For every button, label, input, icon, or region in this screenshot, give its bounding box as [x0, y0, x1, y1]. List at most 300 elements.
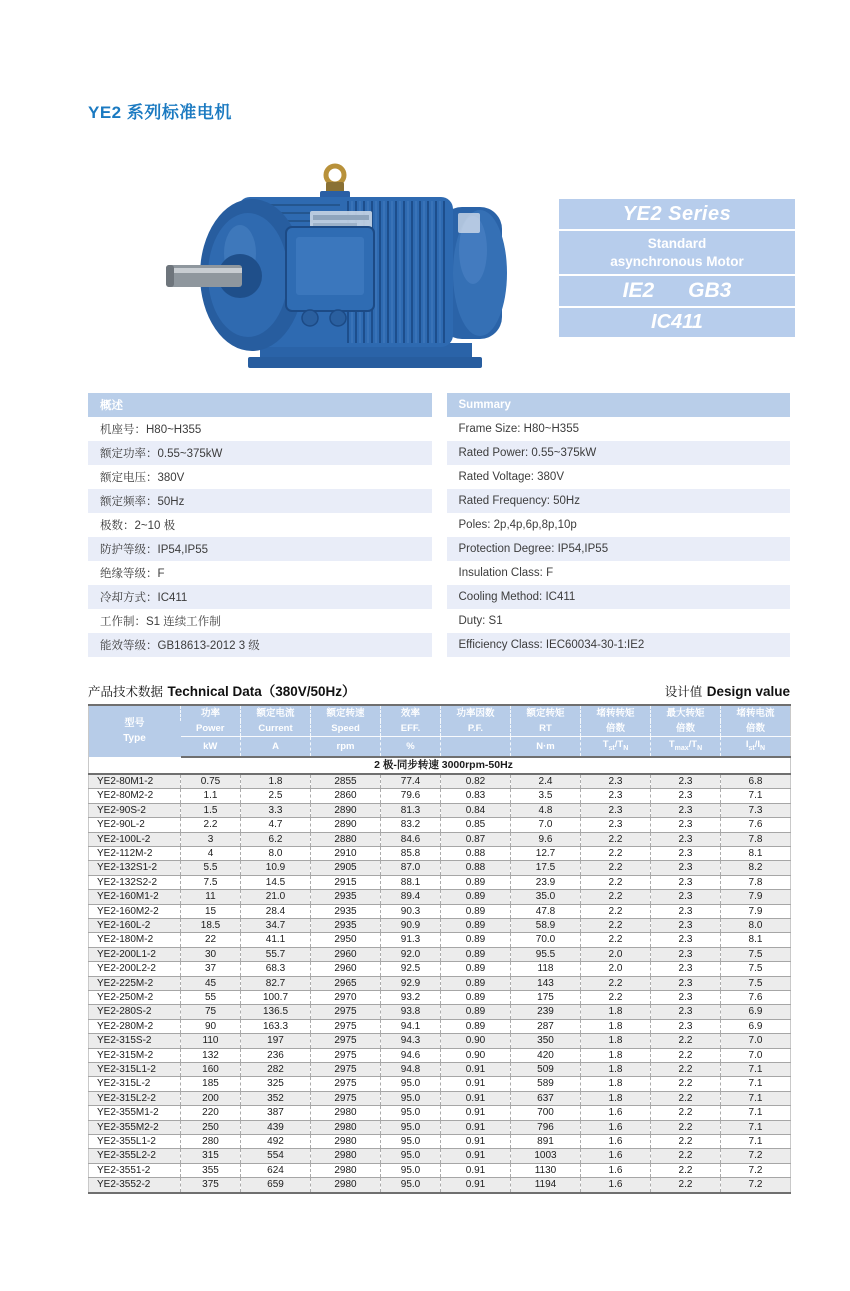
- tech-cell: 1.8: [581, 1048, 651, 1062]
- tech-col-header-cn: 功率: [181, 705, 241, 721]
- tech-cell: 637: [511, 1091, 581, 1105]
- tech-cell: 7.5: [721, 947, 791, 961]
- summary-header-row: [88, 393, 790, 417]
- summary-cell-en: Protection Degree: IP54,IP55: [447, 537, 791, 561]
- tech-cell: 0.89: [441, 918, 511, 932]
- tech-row: [89, 1048, 791, 1062]
- tech-group-label: 2 极-同步转速 3000rpm-50Hz: [89, 757, 791, 774]
- tech-cell-type: YE2-200L2-2: [89, 962, 181, 976]
- tech-cell: 0.88: [441, 846, 511, 860]
- tech-cell: 7.6: [721, 990, 791, 1004]
- tech-cell: 2.2: [181, 818, 241, 832]
- tech-cell: 2.2: [651, 1149, 721, 1163]
- tech-cell: 2905: [311, 861, 381, 875]
- tech-cell: 891: [511, 1135, 581, 1149]
- tech-col-header-en: Speed: [311, 721, 381, 737]
- efficiency-standard-badge: [559, 276, 795, 306]
- tech-cell: 90.3: [381, 904, 441, 918]
- tech-cell: 2.2: [651, 1178, 721, 1193]
- tech-table-body: [89, 757, 791, 1193]
- tech-cell: 175: [511, 990, 581, 1004]
- tech-cell: 136.5: [241, 1005, 311, 1019]
- tech-cell: 2.3: [651, 918, 721, 932]
- tech-cell-type: YE2-250M-2: [89, 990, 181, 1004]
- tech-cell: 0.89: [441, 976, 511, 990]
- tech-cell: 2.3: [651, 904, 721, 918]
- tech-col-header-unit: $T_{st}/T_N$: [581, 737, 651, 757]
- tech-cell: 2880: [311, 832, 381, 846]
- tech-row: [89, 1106, 791, 1120]
- tech-cell-type: YE2-132S1-2: [89, 861, 181, 875]
- tech-cell-type: YE2-315L1-2: [89, 1063, 181, 1077]
- tech-cell: 143: [511, 976, 581, 990]
- tech-cell: 0.89: [441, 933, 511, 947]
- design-value-en: Design value: [706, 684, 790, 699]
- tech-cell: 100.7: [241, 990, 311, 1004]
- tech-row: [89, 904, 791, 918]
- summary-cell-cn: 防护等级：IP54,IP55: [88, 537, 432, 561]
- motor-illustration: [140, 155, 560, 380]
- tech-header-row-cn: [89, 705, 791, 721]
- tech-cell: 2.2: [581, 846, 651, 860]
- tech-cell: 2.3: [651, 1005, 721, 1019]
- tech-cell: 0.91: [441, 1135, 511, 1149]
- tech-cell: 118: [511, 962, 581, 976]
- summary-cell-en: Rated Frequency: 50Hz: [447, 489, 791, 513]
- tech-row: [89, 1178, 791, 1193]
- tech-cell: 77.4: [381, 774, 441, 789]
- tech-cell: 35.0: [511, 890, 581, 904]
- tech-cell: 2980: [311, 1106, 381, 1120]
- tech-cell: 34.7: [241, 918, 311, 932]
- design-value-cn: 设计值: [664, 685, 703, 699]
- tech-cell: 8.1: [721, 846, 791, 860]
- tech-cell: 18.5: [181, 918, 241, 932]
- tech-col-header-unit: A: [241, 737, 311, 757]
- tech-cell: 2.3: [651, 976, 721, 990]
- tech-cell: 94.8: [381, 1063, 441, 1077]
- tech-cell: 2.3: [651, 1019, 721, 1033]
- tech-col-header-unit: $I_{st}/I_N$: [721, 737, 791, 757]
- tech-row: [89, 990, 791, 1004]
- subtitle-line1: Standard: [647, 235, 707, 251]
- tech-cell: 1.8: [241, 774, 311, 789]
- tech-cell: 589: [511, 1077, 581, 1091]
- tech-row: [89, 1163, 791, 1177]
- tech-cell-type: YE2-132S2-2: [89, 875, 181, 889]
- tech-cell: 0.89: [441, 1019, 511, 1033]
- tech-cell-type: YE2-180M-2: [89, 933, 181, 947]
- tech-cell: 87.0: [381, 861, 441, 875]
- tech-cell: 2.3: [651, 933, 721, 947]
- tech-cell: 8.0: [241, 846, 311, 860]
- tech-col-header-type: [89, 705, 181, 757]
- tech-cell: 0.89: [441, 947, 511, 961]
- series-name-badge: YE2 Series: [559, 199, 795, 229]
- tech-row: [89, 774, 791, 789]
- tech-col-header-unit: rpm: [311, 737, 381, 757]
- tech-cell: 7.2: [721, 1178, 791, 1193]
- summary-cell-en: Rated Power: 0.55~375kW: [447, 441, 791, 465]
- tech-cell: 7.0: [721, 1034, 791, 1048]
- tech-cell: 2975: [311, 1091, 381, 1105]
- tech-cell: 0.91: [441, 1106, 511, 1120]
- tech-cell: 95.0: [381, 1077, 441, 1091]
- tech-cell: 8.0: [721, 918, 791, 932]
- tech-cell: 7.2: [721, 1163, 791, 1177]
- tech-cell: 94.3: [381, 1034, 441, 1048]
- tech-row: [89, 1149, 791, 1163]
- tech-cell: 554: [241, 1149, 311, 1163]
- tech-row: [89, 1120, 791, 1134]
- tech-cell: 3: [181, 832, 241, 846]
- tech-cell-type: YE2-80M2-2: [89, 789, 181, 803]
- tech-cell: 439: [241, 1120, 311, 1134]
- tech-cell-type: YE2-90L-2: [89, 818, 181, 832]
- tech-cell: 11: [181, 890, 241, 904]
- tech-cell: 220: [181, 1106, 241, 1120]
- tech-cell: 2975: [311, 1048, 381, 1062]
- tech-cell: 0.91: [441, 1120, 511, 1134]
- tech-col-header-en: 倍数: [651, 721, 721, 737]
- tech-cell: 0.91: [441, 1149, 511, 1163]
- tech-cell: 17.5: [511, 861, 581, 875]
- tech-cell-type: YE2-280M-2: [89, 1019, 181, 1033]
- tech-cell: 2.2: [581, 832, 651, 846]
- tech-cell: 0.82: [441, 774, 511, 789]
- tech-title-en: Technical Data（380V/50Hz）: [167, 684, 356, 699]
- tech-cell: 58.9: [511, 918, 581, 932]
- tech-cell: 1.8: [581, 1091, 651, 1105]
- tech-row: [89, 789, 791, 803]
- summary-cell-cn: 机座号：H80~H355: [88, 417, 432, 441]
- tech-cell: 2.3: [651, 875, 721, 889]
- summary-row: [88, 513, 790, 537]
- tech-cell: 1.8: [581, 1063, 651, 1077]
- tech-cell: 91.3: [381, 933, 441, 947]
- tech-cell-type: YE2-225M-2: [89, 976, 181, 990]
- tech-row: [89, 1135, 791, 1149]
- technical-data-heading: [88, 680, 790, 701]
- tech-cell: 22: [181, 933, 241, 947]
- tech-header-row-en: [89, 721, 791, 737]
- tech-cell: 2.3: [651, 962, 721, 976]
- tech-cell: 796: [511, 1120, 581, 1134]
- tech-col-header-cn: 效率: [381, 705, 441, 721]
- technical-data-table: [88, 704, 791, 1194]
- tech-cell: 250: [181, 1120, 241, 1134]
- tech-cell-type: YE2-3552-2: [89, 1178, 181, 1193]
- tech-cell: 9.6: [511, 832, 581, 846]
- tech-cell: 95.0: [381, 1149, 441, 1163]
- tech-col-header-cn: 额定转矩: [511, 705, 581, 721]
- tech-cell: 659: [241, 1178, 311, 1193]
- ie2-label: IE2: [622, 279, 655, 302]
- tech-cell: 0.89: [441, 890, 511, 904]
- tech-cell: 0.91: [441, 1063, 511, 1077]
- tech-cell: 2.2: [581, 918, 651, 932]
- summary-header-cn: 概述: [88, 393, 432, 417]
- tech-cell: 0.75: [181, 774, 241, 789]
- summary-cell-en: Duty: S1: [447, 609, 791, 633]
- summary-row: [88, 417, 790, 441]
- tech-cell: 0.89: [441, 875, 511, 889]
- tech-cell: 1.8: [581, 1005, 651, 1019]
- tech-cell: 2950: [311, 933, 381, 947]
- tech-cell: 92.9: [381, 976, 441, 990]
- tech-cell: 700: [511, 1106, 581, 1120]
- tech-cell: 0.84: [441, 803, 511, 817]
- tech-cell: 1.8: [581, 1077, 651, 1091]
- series-badge-panel: [559, 199, 795, 339]
- tech-cell: 1003: [511, 1149, 581, 1163]
- tech-cell: 2890: [311, 818, 381, 832]
- tech-cell: 8.2: [721, 861, 791, 875]
- summary-cell-en: Insulation Class: F: [447, 561, 791, 585]
- tech-cell: 2975: [311, 1019, 381, 1033]
- tech-cell: 2.3: [581, 818, 651, 832]
- tech-cell: 37: [181, 962, 241, 976]
- tech-cell: 85.8: [381, 846, 441, 860]
- tech-cell: 325: [241, 1077, 311, 1091]
- tech-col-header-unit: N·m: [511, 737, 581, 757]
- tech-cell: 7.8: [721, 875, 791, 889]
- tech-cell: 6.2: [241, 832, 311, 846]
- tech-cell: 55.7: [241, 947, 311, 961]
- tech-cell: 0.91: [441, 1091, 511, 1105]
- summary-row: [88, 561, 790, 585]
- tech-col-header-en: RT: [511, 721, 581, 737]
- tech-cell: 2.3: [581, 803, 651, 817]
- tech-cell: 1.8: [581, 1034, 651, 1048]
- tech-cell: 492: [241, 1135, 311, 1149]
- tech-cell-type: YE2-100L-2: [89, 832, 181, 846]
- tech-cell: 2.3: [651, 818, 721, 832]
- tech-cell: 6.9: [721, 1019, 791, 1033]
- tech-cell: 95.0: [381, 1135, 441, 1149]
- tech-cell: 2.2: [581, 890, 651, 904]
- tech-cell: 7.5: [721, 976, 791, 990]
- tech-cell-type: YE2-355L1-2: [89, 1135, 181, 1149]
- tech-cell: 7.1: [721, 1106, 791, 1120]
- tech-cell: 2.3: [651, 789, 721, 803]
- tech-cell: 93.8: [381, 1005, 441, 1019]
- tech-row: [89, 918, 791, 932]
- tech-cell: 2.2: [651, 1091, 721, 1105]
- tech-cell: 2.3: [651, 774, 721, 789]
- summary-cell-cn: 极数：2~10 极: [88, 513, 432, 537]
- tech-col-header-en: 倍数: [581, 721, 651, 737]
- tech-cell: 2.2: [651, 1063, 721, 1077]
- tech-group-row: [89, 757, 791, 774]
- tech-cell: 2960: [311, 947, 381, 961]
- tech-cell: 83.2: [381, 818, 441, 832]
- summary-cell-en: Frame Size: H80~H355: [447, 417, 791, 441]
- tech-cell: 2.2: [651, 1077, 721, 1091]
- tech-cell: 2.5: [241, 789, 311, 803]
- tech-cell: 2.2: [651, 1120, 721, 1134]
- tech-row: [89, 976, 791, 990]
- tech-col-header-unit: $T_{max}/T_N$: [651, 737, 721, 757]
- tech-col-header-unit: kW: [181, 737, 241, 757]
- tech-col-header-en: P.F.: [441, 721, 511, 737]
- tech-cell: 2.4: [511, 774, 581, 789]
- tech-cell: 90: [181, 1019, 241, 1033]
- tech-cell: 21.0: [241, 890, 311, 904]
- tech-cell-type: YE2-315M-2: [89, 1048, 181, 1062]
- tech-cell: 0.91: [441, 1178, 511, 1193]
- summary-cell-cn: 能效等级：GB18613-2012 3 级: [88, 633, 432, 657]
- tech-cell: 95.0: [381, 1178, 441, 1193]
- tech-cell: 2915: [311, 875, 381, 889]
- tech-col-header-cn: 堵转转矩: [581, 705, 651, 721]
- tech-cell: 8.1: [721, 933, 791, 947]
- summary-cell-cn: 工作制：S1 连续工作制: [88, 609, 432, 633]
- tech-cell: 4.7: [241, 818, 311, 832]
- tech-cell: 2.0: [581, 962, 651, 976]
- tech-row: [89, 933, 791, 947]
- tech-cell: 84.6: [381, 832, 441, 846]
- tech-cell: 2.3: [651, 846, 721, 860]
- tech-cell: 4.8: [511, 803, 581, 817]
- tech-cell: 355: [181, 1163, 241, 1177]
- tech-cell: 92.0: [381, 947, 441, 961]
- tech-cell: 95.0: [381, 1091, 441, 1105]
- tech-cell: 28.4: [241, 904, 311, 918]
- tech-cell: 387: [241, 1106, 311, 1120]
- tech-cell: 2.2: [651, 1135, 721, 1149]
- tech-cell: 2975: [311, 1005, 381, 1019]
- tech-cell: 0.87: [441, 832, 511, 846]
- tech-cell: 7.0: [511, 818, 581, 832]
- tech-cell-type: YE2-200L1-2: [89, 947, 181, 961]
- tech-cell: 624: [241, 1163, 311, 1177]
- tech-title-cn: 产品技术数据: [88, 685, 164, 699]
- tech-cell: 75: [181, 1005, 241, 1019]
- tech-cell: 282: [241, 1063, 311, 1077]
- summary-cell-cn: 冷却方式：IC411: [88, 585, 432, 609]
- tech-cell: 7.1: [721, 1120, 791, 1134]
- tech-cell: 1.6: [581, 1120, 651, 1134]
- tech-cell: 2855: [311, 774, 381, 789]
- tech-cell: 1194: [511, 1178, 581, 1193]
- tech-cell: 7.1: [721, 789, 791, 803]
- page-title: YE2 系列标准电机: [88, 103, 232, 122]
- tech-cell: 7.5: [181, 875, 241, 889]
- tech-cell: 1.6: [581, 1135, 651, 1149]
- tech-row: [89, 1005, 791, 1019]
- summary-cell-en: Poles: 2p,4p,6p,8p,10p: [447, 513, 791, 537]
- tech-cell: 0.85: [441, 818, 511, 832]
- summary-cell-cn: 额定频率：50Hz: [88, 489, 432, 513]
- tech-cell: 2.2: [651, 1034, 721, 1048]
- tech-cell: 2.2: [581, 933, 651, 947]
- tech-cell: 2975: [311, 1034, 381, 1048]
- tech-cell: 7.6: [721, 818, 791, 832]
- tech-cell: 2975: [311, 1063, 381, 1077]
- summary-cell-cn: 额定功率：0.55~375kW: [88, 441, 432, 465]
- summary-header-en: Summary: [447, 393, 791, 417]
- tech-cell: 45: [181, 976, 241, 990]
- tech-cell: 110: [181, 1034, 241, 1048]
- summary-table: [88, 393, 790, 657]
- tech-row: [89, 846, 791, 860]
- tech-col-header-unit: [441, 737, 511, 757]
- tech-cell: 2910: [311, 846, 381, 860]
- tech-cell: 23.9: [511, 875, 581, 889]
- tech-row: [89, 890, 791, 904]
- tech-cell: 92.5: [381, 962, 441, 976]
- tech-cell: 0.91: [441, 1077, 511, 1091]
- tech-cell: 7.5: [721, 962, 791, 976]
- tech-cell: 94.1: [381, 1019, 441, 1033]
- tech-cell-type: YE2-280S-2: [89, 1005, 181, 1019]
- summary-row: [88, 585, 790, 609]
- tech-cell: 93.2: [381, 990, 441, 1004]
- tech-row: [89, 803, 791, 817]
- tech-cell: 14.5: [241, 875, 311, 889]
- tech-cell: 280: [181, 1135, 241, 1149]
- tech-cell: 47.8: [511, 904, 581, 918]
- tech-cell: 7.8: [721, 832, 791, 846]
- tech-row: [89, 1091, 791, 1105]
- tech-row: [89, 962, 791, 976]
- tech-cell-type: YE2-315L-2: [89, 1077, 181, 1091]
- tech-cell: 1.6: [581, 1149, 651, 1163]
- tech-cell-type: YE2-160L-2: [89, 918, 181, 932]
- tech-cell: 2.3: [651, 947, 721, 961]
- tech-cell: 0.89: [441, 1005, 511, 1019]
- tech-cell: 1.5: [181, 803, 241, 817]
- tech-cell: 1130: [511, 1163, 581, 1177]
- tech-cell: 94.6: [381, 1048, 441, 1062]
- tech-cell-type: YE2-315L2-2: [89, 1091, 181, 1105]
- tech-row: [89, 1019, 791, 1033]
- tech-cell: 7.1: [721, 1091, 791, 1105]
- tech-cell: 7.9: [721, 890, 791, 904]
- tech-cell: 7.2: [721, 1149, 791, 1163]
- tech-cell: 7.1: [721, 1077, 791, 1091]
- type-label-cn: 型号: [124, 718, 145, 730]
- summary-cell-cn: 额定电压：380V: [88, 465, 432, 489]
- gb3-label: GB3: [688, 279, 732, 302]
- tech-cell: 2.2: [581, 861, 651, 875]
- tech-cell: 197: [241, 1034, 311, 1048]
- tech-cell-type: YE2-112M-2: [89, 846, 181, 860]
- summary-row: [88, 441, 790, 465]
- tech-cell: 2970: [311, 990, 381, 1004]
- summary-row: [88, 609, 790, 633]
- tech-cell: 2.3: [651, 890, 721, 904]
- tech-cell: 2.3: [651, 990, 721, 1004]
- tech-cell: 163.3: [241, 1019, 311, 1033]
- tech-cell: 2.3: [581, 789, 651, 803]
- tech-cell: 0.90: [441, 1048, 511, 1062]
- tech-cell: 6.8: [721, 774, 791, 789]
- tech-col-header-cn: 最大转矩: [651, 705, 721, 721]
- tech-cell: 81.3: [381, 803, 441, 817]
- summary-cell-en: Cooling Method: IC411: [447, 585, 791, 609]
- tech-cell: 95.5: [511, 947, 581, 961]
- tech-cell: 30: [181, 947, 241, 961]
- tech-cell: 1.8: [581, 1019, 651, 1033]
- summary-cell-cn: 绝缘等级：F: [88, 561, 432, 585]
- tech-cell: 2980: [311, 1135, 381, 1149]
- tech-cell: 1.6: [581, 1163, 651, 1177]
- tech-cell: 79.6: [381, 789, 441, 803]
- tech-cell: 350: [511, 1034, 581, 1048]
- tech-cell-type: YE2-355M1-2: [89, 1106, 181, 1120]
